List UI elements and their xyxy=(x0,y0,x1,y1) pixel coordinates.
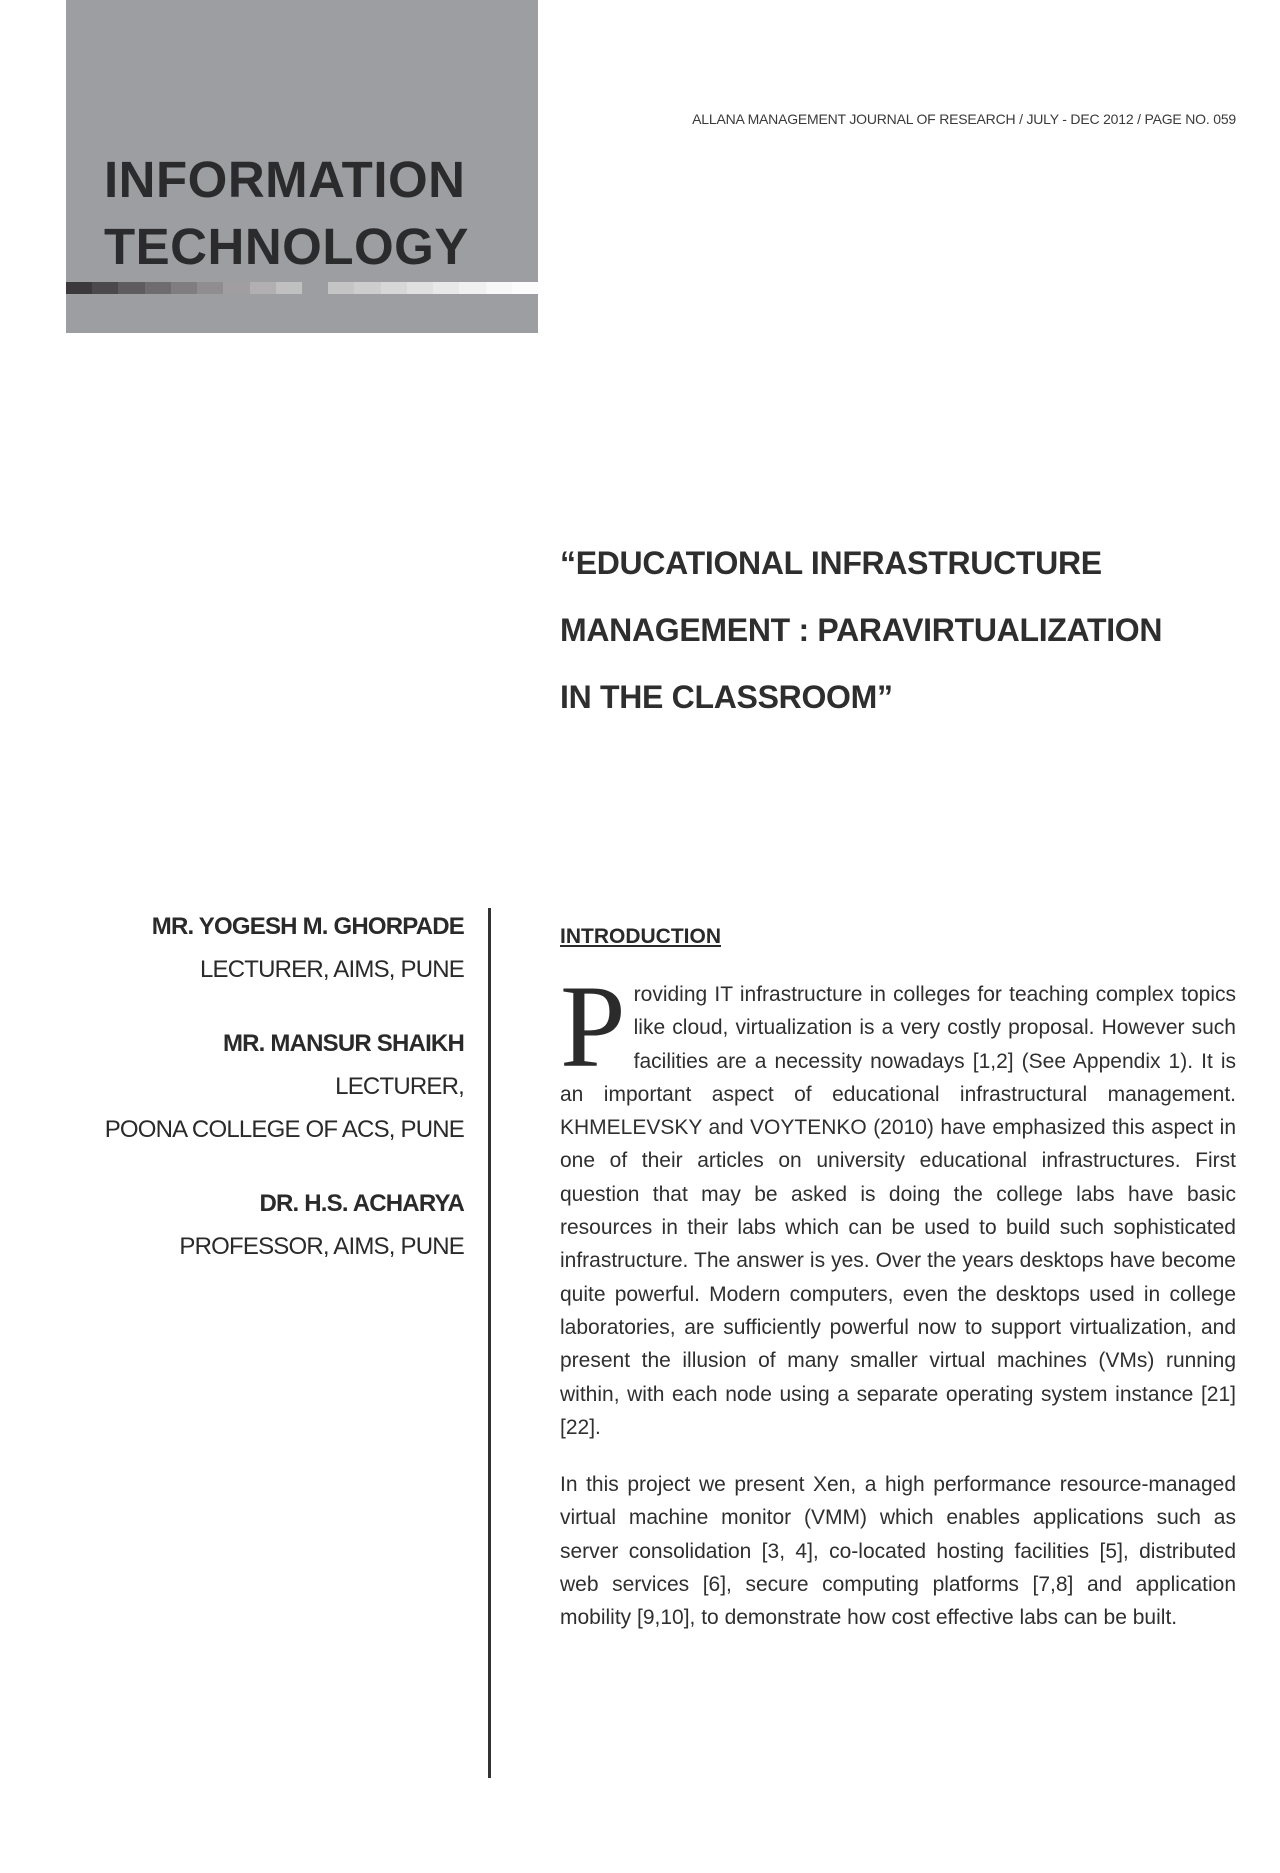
author-affiliation: LECTURER, AIMS, PUNE xyxy=(199,956,464,983)
swatch-block xyxy=(92,282,118,294)
swatch-block xyxy=(171,282,197,294)
introduction-body xyxy=(560,961,1236,1635)
author-name: DR. H.S. ACHARYA xyxy=(259,1190,464,1217)
swatch-block xyxy=(118,282,144,294)
swatch-block xyxy=(459,282,485,294)
author-name: MR. MANSUR SHAIKH xyxy=(222,1030,464,1057)
swatch-block xyxy=(486,282,512,294)
author-list xyxy=(80,906,464,1300)
author-name: MR. YOGESH M. GHORPADE xyxy=(151,913,464,940)
author-block xyxy=(80,1183,464,1268)
swatch-block xyxy=(302,282,328,294)
swatch-block xyxy=(407,282,433,294)
swatch-block xyxy=(276,282,302,294)
article-title-line: IN THE CLASSROOM” xyxy=(560,679,893,715)
swatch-block xyxy=(328,282,354,294)
decorative-swatch-strip xyxy=(66,282,538,294)
swatch-block xyxy=(145,282,171,294)
swatch-block xyxy=(512,282,538,294)
author-affiliation: PROFESSOR, AIMS, PUNE xyxy=(179,1233,464,1260)
paragraph-text: roviding IT infrastructure in colleges for teaching complex topics like cloud, virtualization is a very costly proposal. However such facilities are a necessity nowadays [1,2] (See Appendix 1). It is an important aspect of educational infrastructural management. KHMELEVSKY and VOYTENKO (2010) have emphasized this aspect in one of their articles on university educational infrastructures. First question that may be asked is doing the college labs have basic resources in their labs which can be used to build such sophisticated infrastructure. The answer is yes. Over the years desktops have become quite powerful. Modern computers, even the desktops used in college laboratories, are sufficiently powerful now to support virtualization, and present the illusion of many smaller virtual machines (VMs) running within, with each node using a separate operating system instance [21][22]. xyxy=(560,983,1236,1439)
section-title xyxy=(104,146,469,280)
author-affiliation: POONA COLLEGE OF ACS, PUNE xyxy=(104,1116,464,1143)
journal-running-header: ALLANA MANAGEMENT JOURNAL OF RESEARCH / JULY - DEC 2012 / PAGE NO. 059 xyxy=(692,111,1236,127)
section-title-line: TECHNOLOGY xyxy=(104,218,469,275)
swatch-block xyxy=(197,282,223,294)
author-affiliation: LECTURER, xyxy=(335,1073,464,1100)
article-title xyxy=(560,530,1260,731)
swatch-block xyxy=(433,282,459,294)
article-title-line: “EDUCATIONAL INFRASTRUCTURE xyxy=(560,545,1102,581)
author-block xyxy=(80,906,464,991)
paragraph: In this project we present Xen, a high performance resource-managed virtual machine monitor (VMM) which enables applications such as server consolidation [3, 4], co-located hosting facilities [5], distributed web services [6], secure computing platforms [7,8] and application mobility [9,10], to demonstrate how cost effective labs can be built. xyxy=(560,1473,1236,1630)
swatch-block xyxy=(66,282,92,294)
swatch-block xyxy=(381,282,407,294)
swatch-block xyxy=(250,282,276,294)
section-banner xyxy=(66,0,538,333)
paragraph xyxy=(560,961,1236,1444)
column-divider xyxy=(488,908,491,1778)
introduction-heading: INTRODUCTION xyxy=(560,925,721,948)
drop-cap: P xyxy=(560,961,626,1092)
swatch-block xyxy=(223,282,249,294)
author-block xyxy=(80,1023,464,1151)
article-title-line: MANAGEMENT : PARAVIRTUALIZATION xyxy=(560,612,1163,648)
section-title-line: INFORMATION xyxy=(104,151,466,208)
swatch-block xyxy=(354,282,380,294)
